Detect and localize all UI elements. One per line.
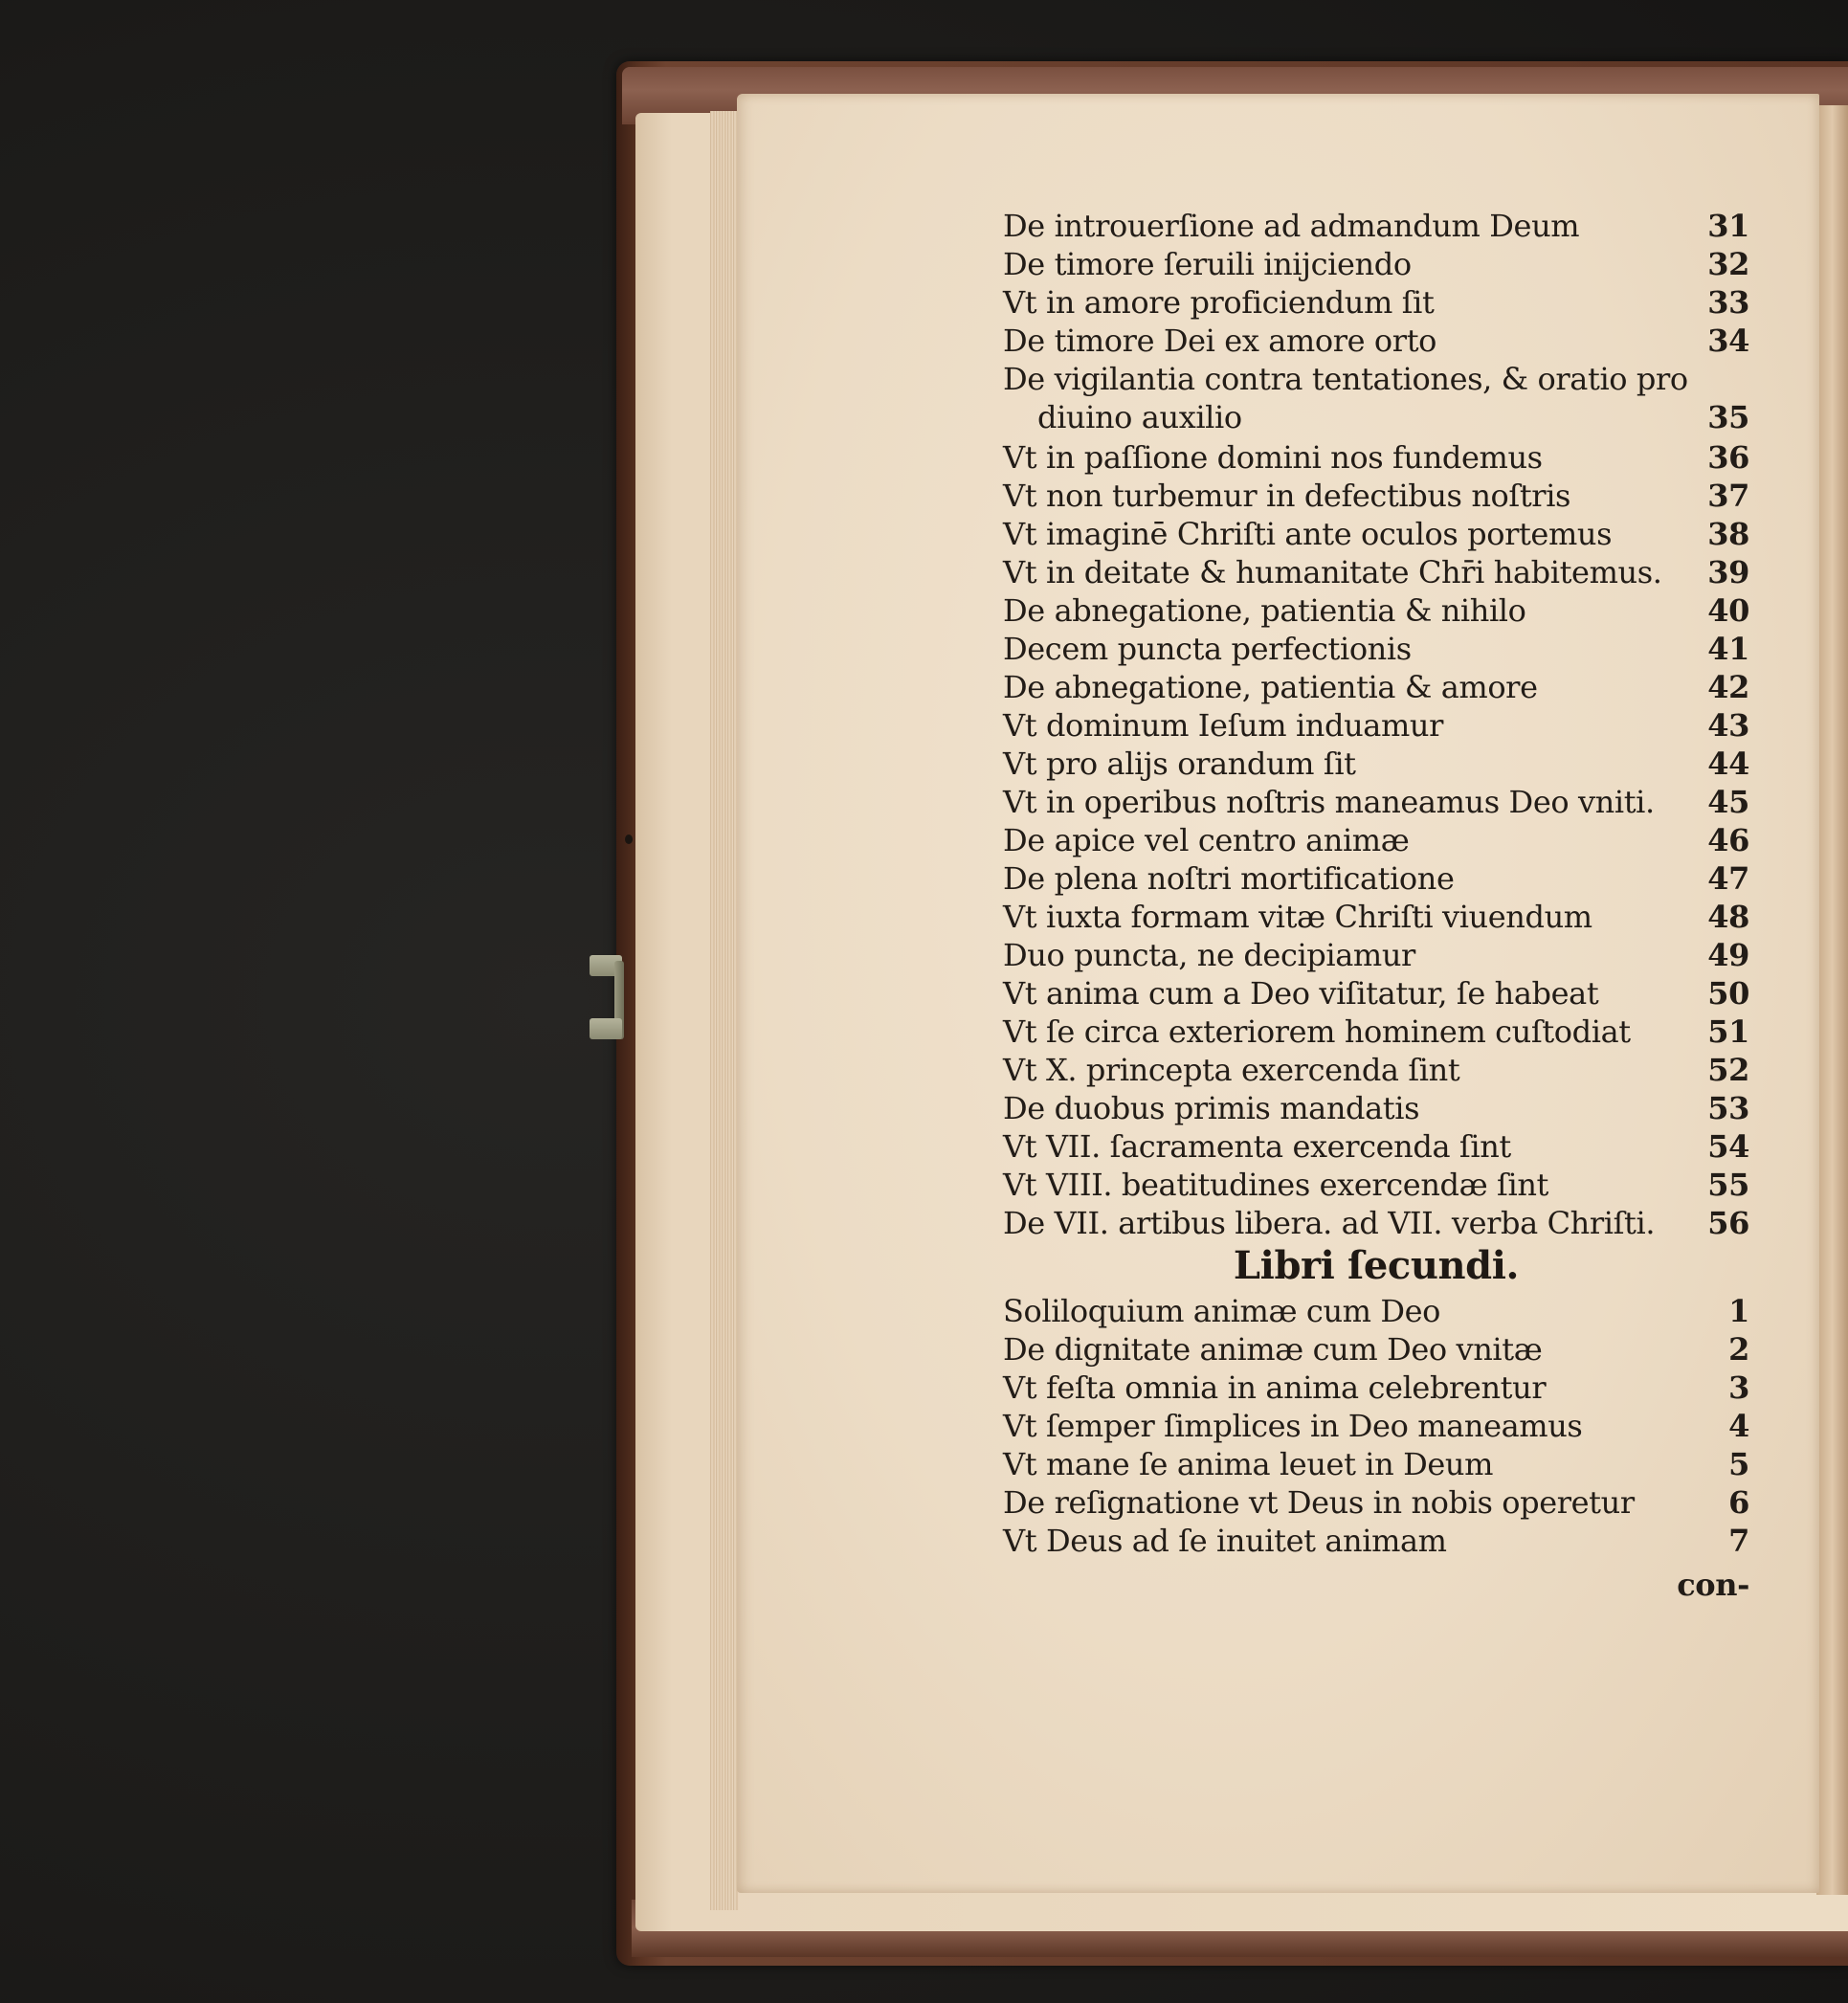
toc-entry [1003, 1445, 1749, 1483]
toc-entry [1003, 1407, 1749, 1445]
toc-entry-page: 36 [1707, 439, 1749, 476]
toc-entry [1003, 859, 1749, 898]
toc-entry-title: Vt Deus ad ſe inuitet animam [1003, 1523, 1447, 1559]
toc-entry-page: 42 [1707, 669, 1749, 705]
toc-entry-title: Decem puncta perfectionis [1003, 631, 1412, 667]
toc-entry [1003, 1204, 1749, 1242]
binding-hole [625, 835, 633, 844]
toc-entry-page: 31 [1707, 208, 1749, 244]
toc-entry-page: 47 [1707, 860, 1749, 897]
table-of-contents [1003, 207, 1749, 1642]
toc-entry-title: Vt pro alijs orandum ſit [1003, 746, 1356, 782]
toc-entry-title: Vt in paſſione domini nos fundemus [1003, 439, 1543, 476]
toc-entry-page: 53 [1707, 1090, 1749, 1126]
toc-entry-page: 48 [1707, 899, 1749, 935]
toc-entry [1003, 1369, 1749, 1407]
toc-entry-title: De timore ſeruili inijciendo [1003, 246, 1412, 282]
toc-entry-title: Vt dominum Ieſum induamur [1003, 707, 1444, 744]
toc-entry-page: 38 [1707, 516, 1749, 552]
toc-entry [1003, 1089, 1749, 1127]
toc-entry [1003, 591, 1749, 630]
toc-entry [1003, 515, 1749, 553]
toc-entry-page: 54 [1707, 1128, 1749, 1165]
toc-entry-title: Duo puncta, ne decipiamur [1003, 937, 1415, 973]
toc-entry-title: Vt VII. ſacramenta exercenda ſint [1003, 1128, 1511, 1165]
toc-entry-title: De abnegatione, patientia & nihilo [1003, 592, 1526, 629]
toc-entry-title: De plena noſtri mortificatione [1003, 860, 1455, 897]
toc-entry-page: 51 [1707, 1013, 1749, 1050]
toc-entry-page: 43 [1707, 707, 1749, 744]
toc-entry [1003, 1483, 1749, 1522]
toc-entry [1003, 821, 1749, 859]
toc-entry [1003, 398, 1749, 436]
toc-entry-title: Vt imaginē Chriſti ante oculos portemus [1003, 516, 1613, 552]
toc-entry-title: Vt VIII. beatitudines exercendæ ſint [1003, 1167, 1549, 1203]
toc-entry [1003, 360, 1749, 398]
toc-entry-page: 52 [1707, 1052, 1749, 1088]
toc-entry [1003, 477, 1749, 515]
toc-entry-page: 50 [1707, 975, 1749, 1012]
toc-entry-title: Vt ſemper ſimplices in Deo maneamus [1003, 1408, 1583, 1444]
toc-entry [1003, 1166, 1749, 1204]
toc-entry-page: 39 [1707, 554, 1749, 590]
catchword: con- [1677, 1567, 1749, 1603]
toc-entry [1003, 1292, 1749, 1330]
toc-entry-page: 1 [1728, 1293, 1749, 1329]
toc-entry-page: 49 [1707, 937, 1749, 973]
toc-entry [1003, 1013, 1749, 1051]
toc-entry-page: 45 [1707, 784, 1749, 820]
toc-entry-title: Vt in amore proficiendum ſit [1003, 284, 1435, 321]
toc-entry-page: 5 [1728, 1446, 1749, 1482]
toc-entry [1003, 207, 1749, 245]
toc-entry-page: 40 [1707, 592, 1749, 629]
toc-entry [1003, 745, 1749, 783]
toc-entry [1003, 668, 1749, 706]
toc-entry-page: 37 [1707, 478, 1749, 514]
toc-entry-title: De timore Dei ex amore orto [1003, 323, 1437, 359]
clasp-icon [586, 955, 628, 1049]
toc-entry-title: De introuerſione ad admandum Deum [1003, 208, 1580, 244]
toc-entry [1003, 1330, 1749, 1369]
section-heading: Libri ſecundi. [1233, 1243, 1520, 1288]
toc-entry-page: 55 [1707, 1167, 1749, 1203]
toc-entry-page: 35 [1707, 399, 1749, 435]
toc-entry-page: 44 [1707, 746, 1749, 782]
toc-entry [1003, 553, 1749, 591]
right-page-edge [1816, 105, 1848, 1895]
toc-entry [1003, 1127, 1749, 1166]
toc-entry [1003, 1522, 1749, 1560]
toc-entry-title: Vt X. princepta exercenda ſint [1003, 1052, 1460, 1088]
toc-entry-title: Vt in operibus noſtris maneamus Deo vniti. [1003, 784, 1655, 820]
toc-entry-page: 56 [1707, 1205, 1749, 1241]
toc-entry [1003, 706, 1749, 745]
toc-entry [1003, 898, 1749, 936]
toc-entry [1003, 630, 1749, 668]
toc-entry-page: 46 [1707, 822, 1749, 858]
toc-entry-page: 7 [1728, 1523, 1749, 1559]
toc-entry-page: 6 [1728, 1484, 1749, 1521]
toc-entry-title: De reſignatione vt Deus in nobis operetur [1003, 1484, 1635, 1521]
toc-entry-page: 33 [1707, 284, 1749, 321]
toc-entry [1003, 783, 1749, 821]
toc-entry-title: Vt ſe circa exteriorem hominem cuſtodiat [1003, 1013, 1631, 1050]
toc-entry-page: 41 [1707, 631, 1749, 667]
toc-entry [1003, 322, 1749, 360]
toc-entry-title: diuino auxilio [1037, 399, 1242, 435]
page-edges [710, 111, 739, 1910]
toc-entry-title: Vt in deitate & humanitate Chr̄i habitemus. [1003, 554, 1662, 590]
toc-entry-page: 34 [1707, 323, 1749, 359]
toc-entry-title: Vt feſta omnia in anima celebrentur [1003, 1369, 1547, 1406]
toc-entry-title: De duobus primis mandatis [1003, 1090, 1420, 1126]
toc-entry-title: De dignitate animæ cum Deo vnitæ [1003, 1331, 1543, 1368]
toc-entry-title: Soliloquium animæ cum Deo [1003, 1293, 1441, 1329]
toc-entry-page: 3 [1728, 1369, 1749, 1406]
toc-entry [1003, 245, 1749, 283]
toc-entry [1003, 438, 1749, 477]
toc-entry [1003, 1051, 1749, 1089]
toc-entry-title: Vt anima cum a Deo viſitatur, ſe habeat [1003, 975, 1599, 1012]
toc-entry-title: De vigilantia contra tentationes, & oratio pro [1003, 361, 1688, 397]
toc-entry [1003, 283, 1749, 322]
toc-entry-page: 4 [1728, 1408, 1749, 1444]
toc-entry-title: De apice vel centro animæ [1003, 822, 1410, 858]
toc-entry-title: Vt mane ſe anima leuet in Deum [1003, 1446, 1494, 1482]
toc-entry-title: De abnegatione, patientia & amore [1003, 669, 1538, 705]
toc-entry-title: De VII. artibus libera. ad VII. verba Chriſti. [1003, 1205, 1656, 1241]
toc-entry-title: Vt non turbemur in defectibus noſtris [1003, 478, 1571, 514]
toc-entry [1003, 974, 1749, 1013]
toc-entry-title: Vt iuxta formam vitæ Chriſti viuendum [1003, 899, 1592, 935]
toc-entry-page: 32 [1707, 246, 1749, 282]
toc-entry [1003, 936, 1749, 974]
toc-entry-page: 2 [1728, 1331, 1749, 1368]
